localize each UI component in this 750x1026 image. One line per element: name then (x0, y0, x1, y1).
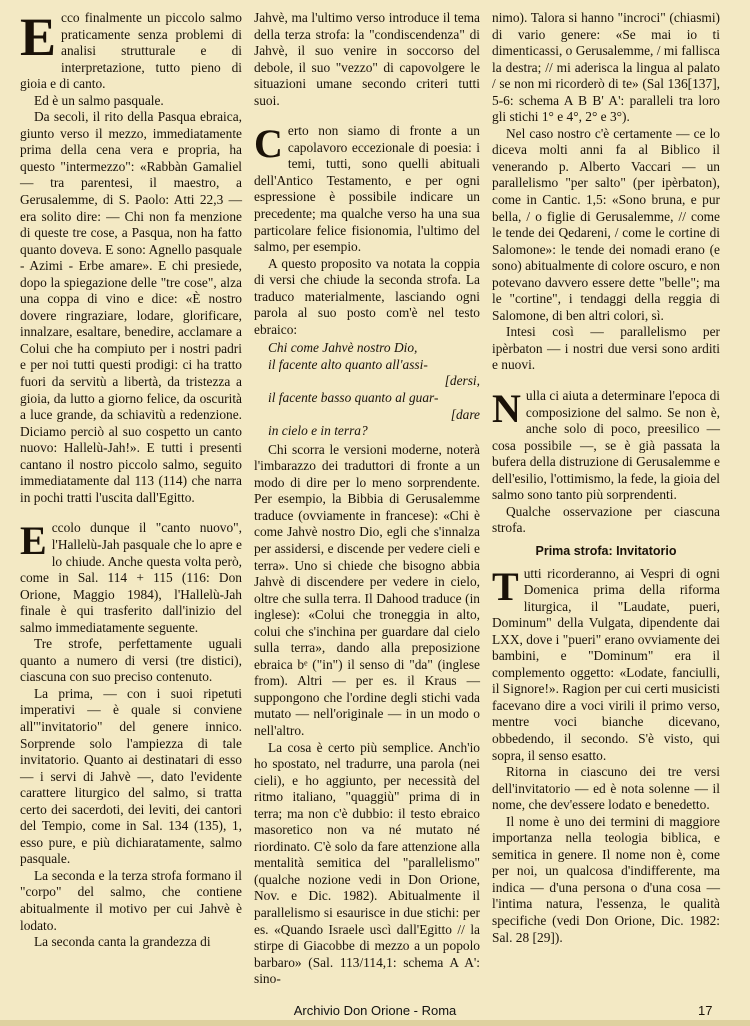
verse-line: [dersi, (444, 373, 480, 389)
paragraph: Qualche osservazione per ciascuna strofa. (492, 503, 720, 536)
column-3 (492, 10, 720, 946)
archive-footer: Archivio Don Orione - Roma (293, 1003, 457, 1018)
paragraph-text: ccolo dunque il "canto nuovo", l'Hallelù-Jah pasquale che lo apre e lo chiude. Anche questa volta però, come in Sal. 114 + 115 (116: Don Orione, Maggio 1984), l'Hallelù-Jah finale è qui trasferito dall'inizio del salmo immediatamente seguente. (20, 520, 242, 635)
bottom-edge (0, 1020, 750, 1026)
paragraph-text: cco finalmente un piccolo salmo praticamente senza problemi di analisi strutturale e di interpretazione, tutto pieno di gioia e di canto. (20, 10, 242, 92)
paragraph: Ritorna in ciascuno dei tre versi dell'invitatorio — ed è nota solenne — il nome, che dev'essere lodato e benedetto. (492, 764, 720, 813)
verse-line: [dare (450, 406, 480, 422)
paragraph: nimo). Talora si hanno "incroci" (chiasmi) di vario genere: «Se mai io ti dimenticassi, o Gerusalemme, / mi fallisca la destra; // mi aderisca la lingua al palato / se non mi ricorderò di te» (Sal 136[137], 5-6: schema A B B' A': paralleli tra loro gli stichi 1° e 4°, 2° e 3°). (492, 10, 720, 125)
drop-cap: E (20, 518, 47, 564)
drop-cap: T (492, 563, 519, 609)
paragraph (20, 520, 242, 636)
paragraph (20, 7, 242, 93)
verse-quote (268, 340, 480, 439)
paragraph: A questo proposito va notata la coppia di versi che chiude la seconda strofa. La traduco materialmente, lasciando ogni parola al suo posto com'è nel testo ebraico: (254, 255, 480, 337)
paragraph: Nel caso nostro c'è certamente — ce lo diceva molti anni fa al Biblico il venerando p. Alberto Vaccari — un parallelismo "per salto" (per ipèrbaton), come in Cantic. 1,5: «Sono bruna, e pur bella, / o figlie di Gerusalemme, // come le tende dei Qedareni, / come le cortine di Salomone»: le tende dei nomadi erano (e sono) abitualmente di colore oscuro, e non potevano davvero essere dette "belle"; ma le "cortine", i tendaggi della reggia di Salomone, di ben altri colori, sì. (492, 125, 720, 323)
drop-cap: E (20, 7, 57, 67)
verse-line: Chi come Jahvè nostro Dio, (268, 340, 418, 356)
paragraph: Jahvè, ma l'ultimo verso introduce il tema della terza strofa: la "condiscendenza" di Jahvè, il suo venire in soccorso del debole, il suo "vezzo" di capovolgere le situazioni umane secondo criteri tutti suoi. (254, 10, 480, 108)
verse-line: in cielo e in terra? (268, 423, 368, 439)
paragraph: Ed è un salmo pasquale. (34, 92, 164, 108)
column-2 (254, 10, 480, 988)
verse-line: il facente alto quanto all'assi- (268, 356, 428, 372)
paragraph-text: erto non siamo di fronte a un capolavoro eccezionale di poesia: i temi, tutti, sono quelli abituali dell'Antico Testamento, e per ogni espressione è possibile indicare un precedente; ma qualche verso ha una sua particolare felice fisionomia, l'ultimo del salmo, per esempio. (254, 123, 480, 255)
paragraph-text: ulla ci aiuta a determinare l'epoca di composizione del salmo. Se non è, anche solo di poco, preesilico — cosa possibile —, se è già passata la bufera della distruzione di Gerusalemme e dell'esilio, l'ottimismo, la fede, la gioia del salmo sono tanto più sorprendenti. (492, 388, 720, 503)
drop-cap: C (254, 121, 283, 167)
paragraph (492, 388, 720, 504)
verse-line: il facente basso quanto al guar- (268, 390, 439, 406)
paragraph (492, 563, 720, 765)
paragraph: Il nome è uno dei termini di maggiore importanza nella teologia biblica, e semitica in genere. Il nome non è, come per noi, un qualcosa d'indifferente, ma indica — d'una persona o d'una cosa — l'intima natura, l'essenza, le qualità specifiche (vedi Don Orione, Dic. 1982: Sal. 28 [29]). (492, 813, 720, 945)
paragraph: Da secoli, il rito della Pasqua ebraica, giunto verso il mezzo, immediatamente prima della cena vera e propria, ha questo "intermezzo": «Rabbàn Gamaliel — tra parentesi, il maestro, a Gerusalemme, di S. Paolo: Atti 22,3 — era solito dire: — Chi non fa menzione di queste tre cose, a Pasqua, non ha fatto quanto doveva. E sono: Agnello pasquale - Azimi - Erbe amare». E chi presiede, dopo la spiegazione delle "tre cose", alza una coppa di vino e dice: «È nostro dovere ringraziare, lodare, glorificare, innalzare, esaltare, benedire, acclamare a Colui che ha compiuto per i nostri padri e per noi tutti questi prodigi: ci ha tratto fuori da servitù a libertà, da tristezza a gioia, da lutto a giorno felice, da oscurità a luce grande, da schiavitù a redenzione. Diciamo perciò al suo cospetto un canto nuovo: Hallelù-Jah!». E tutti i presenti cantano il nostro piccolo salmo, seguito immediatamente dal 113 (114) che narra in pochi tratti l'uscita dall'Egitto. (20, 109, 242, 505)
paragraph: La prima, — con i suoi ripetuti imperativi — è quale si conviene all'"invitatorio" del genere innico. Sorprende solo l'ampiezza di tale invitatorio. Quanto ai destinatari di esso — i servi di Jahvè —, dato l'evidente carattere liturgico del salmo, si tratta certo dei sacerdoti, dei leviti, dei cantori del Tempio, come in Sal. 134 (135), 1, esso pure, e più dichiaratamente, salmo pasquale. (20, 685, 242, 867)
section-heading: Prima strofa: Invitatorio (535, 543, 677, 558)
drop-cap: N (492, 386, 521, 432)
paragraph-text: utti ricorderanno, ai Vespri di ogni Domenica prima della riforma liturgica, il "Laudate, pueri, Dominum" della Vulgata, dipendente dai LXX, dove i "pueri" erano ovviamente dei bambini, e "Dominum" era il complemento oggetto: «Lodate, fanciulli, il Signore!». Ragion per cui certi musicisti facevano dire a voci virili il primo verso, mentre voci bianche dicevano, obbedendo, il secondo. S'è visto, qui sopra, il senso esatto. (492, 565, 720, 763)
page-number: 17 (698, 1003, 713, 1018)
paragraph: Chi scorra le versioni moderne, noterà l'imbarazzo dei traduttori di fronte a un modo di dire per lo meno sorprendente. Per esempio, la Bibbia di Gerusalemme traduce (ovviamente in francese): «Chi è come Jahvè nostro Dio, egli che s'innalza per assidersi, e discende per vedere cieli e terra». Uno si chiede che bisogno abbia Jahvè di discendere per vedere in cielo, oltre che sulla terra. Il Dahood traduce (in inglese): «Colui che troneggia in alto, colui che s'inchina per guardare dal cielo sulla terra», dando alla preposizione ebraica bᵉ ("in") il senso di "da" (inglese from). Altri — per es. il Kraus — suppongono che l'ordine degli stichi vada mutato — nell'originale — in un modo o nell'altro. (254, 441, 480, 738)
column-1 (20, 7, 242, 951)
paragraph (254, 123, 480, 255)
paragraph: La seconda e la terza strofa formano il "corpo" del salmo, che contiene abitualmente il motivo per cui Jahvè è lodato. (20, 867, 242, 933)
paragraph: La cosa è certo più semplice. Anch'io ho spostato, nel tradurre, una parola (nei cieli), e ho aggiunto, per necessità del ritmo italiano, "quaggiù" prima di in terra; ma non c'è dubbio: il testo ebraico masoretico non va né mutato né riordinato. C'è solo da fare attenzione alla mentalità semitica del "parallelismo" (qualche nozione vedi in Don Orione, Nov. e Dic. 1982). Abitualmente il parallelismo si esaurisce in due stichi: per es. «Quando Israele uscì dall'Egitto // la stirpe di Giacobbe di mezzo a un popolo barbaro» (Sal. 113/114,1: schema A A': sino- (254, 739, 480, 987)
paragraph: La seconda canta la grandezza di (34, 934, 211, 950)
paragraph: Tre strofe, perfettamente uguali quanto a numero di versi (tre distici), ciascuna con suo preciso contenuto. (20, 636, 242, 685)
paragraph: Intesi così — parallelismo per ipèrbaton — i nostri due versi sono arditi e nuovi. (492, 324, 720, 373)
